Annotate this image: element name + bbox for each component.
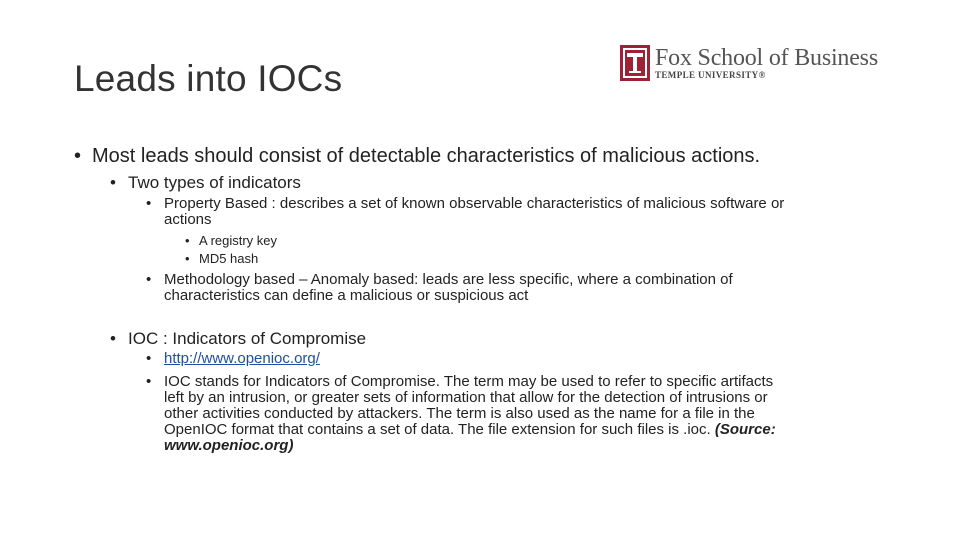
bullet-dot: • (146, 350, 152, 367)
slide-title: Leads into IOCs (74, 58, 343, 99)
bullet-text-line4-plain: OpenIOC format that contains a set of data. The file extension for such files is .ioc. (164, 421, 715, 438)
source-label: (Source: (714, 421, 776, 438)
bullet-text-line1: Property Based : describes a set of known observable characteristics of malicious software or (164, 195, 785, 212)
bullet-text-line4 (164, 422, 776, 438)
bullet-text: Most leads should consist of detectable characteristics of malicious actions. (92, 145, 761, 167)
bullet-dot: • (110, 173, 116, 192)
temple-t-logo-icon (620, 45, 650, 81)
fox-school-logo (620, 45, 882, 83)
bullet-dot: • (185, 251, 190, 266)
bullet-text: Two types of indicators (128, 173, 301, 192)
bullet-text-line1: IOC stands for Indicators of Compromise. The term may be used to refer to specific artifacts (164, 373, 774, 390)
bullet-text-line1: Methodology based – Anomaly based: leads are less specific, where a combination of (164, 271, 733, 288)
bullet-text-line2: left by an intrusion, or greater sets of information that allow for the detection of intrusions or (164, 389, 768, 406)
bullet-text-line3: other activities conducted by attackers. The term is also used as the name for a file in the (164, 405, 755, 422)
openioc-link[interactable]: http://www.openioc.org/ (164, 350, 320, 367)
bullet-dot: • (146, 195, 152, 212)
logo-university-name: TEMPLE UNIVERSITY® (655, 70, 766, 80)
bullet-text-line2: characteristics can define a malicious or suspicious act (164, 287, 529, 304)
bullet-dot: • (146, 373, 152, 390)
bullet-text-line2: actions (164, 211, 212, 228)
source-url: www.openioc.org) (164, 437, 294, 454)
bullet-text: MD5 hash (199, 251, 259, 266)
bullet-text: A registry key (199, 233, 278, 248)
bullet-text: IOC : Indicators of Compromise (128, 329, 367, 348)
bullet-dot: • (146, 271, 152, 288)
bullet-dot: • (110, 329, 116, 348)
bullet-dot: • (74, 145, 82, 167)
logo-school-name: Fox School of Business (655, 45, 878, 71)
bullet-dot: • (185, 233, 190, 248)
